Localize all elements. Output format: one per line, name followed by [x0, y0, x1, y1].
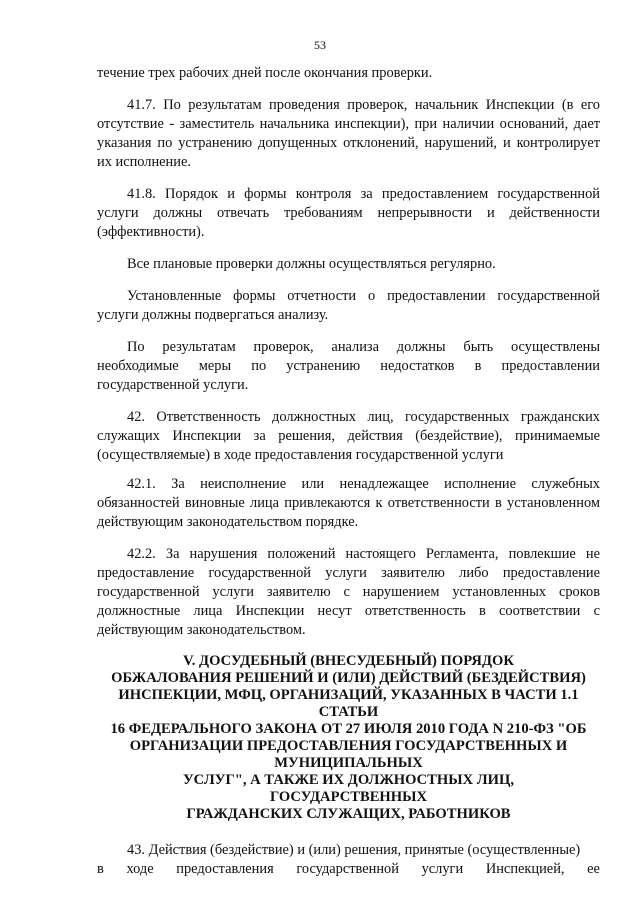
paragraph-43: [97, 841, 600, 860]
paragraph-check-results: По результатам проверок, анализа должны быть осуществлены необходимые меры по устранению недостатков в предоставлении государственной услуги.: [97, 339, 600, 393]
paragraph-42-2: 42.2. За нарушения положений настоящего Регламента, повлекшие не предоставление государственной услуги заявителю либо предоставление государственной услуги заявителю с нарушением установленных сроков должностные лица Инспекции несут ответственность в соответствии с действующим законодательством.: [97, 546, 600, 638]
word: Инспекцией,: [485, 861, 565, 877]
word: ходе: [126, 861, 154, 877]
word: государственной: [296, 861, 399, 877]
section-heading-line: ОРГАНИЗАЦИИ ПРЕДОСТАВЛЕНИЯ ГОСУДАРСТВЕННЫХ И: [129, 738, 568, 754]
paragraph-reporting-forms: Установленные формы отчетности о предоставлении государственной услуги должны подвергаться анализу.: [97, 288, 600, 323]
section-heading-line: 16 ФЕДЕРАЛЬНОГО ЗАКОНА ОТ 27 ИЮЛЯ 2010 ГОДА N 210-ФЗ "ОБ: [110, 721, 587, 737]
section-heading-line: ГОСУДАРСТВЕННЫХ: [269, 789, 428, 805]
section-heading: [97, 653, 600, 823]
section-heading-line: УСЛУГ", А ТАКЖЕ ИХ ДОЛЖНОСТНЫХ ЛИЦ,: [182, 772, 515, 788]
section-heading-line: ГРАЖДАНСКИХ СЛУЖАЩИХ, РАБОТНИКОВ: [186, 806, 511, 822]
paragraph-continuation: течение трех рабочих дней после окончания проверки.: [97, 65, 433, 81]
section-heading-line: МУНИЦИПАЛЬНЫХ: [274, 755, 423, 771]
word: предоставления: [176, 861, 274, 877]
paragraph-43-line-1: 43. Действия (бездействие) и (или) решения, принятые (осуществленные): [127, 842, 581, 858]
section-heading-line: СТАТЬИ: [318, 704, 379, 720]
section-heading-line: ОБЖАЛОВАНИЯ РЕШЕНИЙ И (ИЛИ) ДЕЙСТВИЙ (БЕЗДЕЙСТВИЯ): [111, 670, 586, 686]
paragraph-41-7: 41.7. По результатам проведения проверок, начальник Инспекции (в его отсутствие - заместитель начальника инспекции), при наличии оснований, дает указания по устранению допущенных отклонений, нарушений, и контролирует их исполнение.: [97, 97, 600, 170]
paragraph-41-8: 41.8. Порядок и формы контроля за предоставлением государственной услуги должны отвечать требованиям непрерывности и действенности (эффективности).: [97, 186, 600, 240]
word: в: [97, 861, 104, 877]
word: услуги: [421, 861, 464, 877]
page-number: 53: [314, 38, 326, 52]
document-body: [97, 64, 600, 879]
word: ее: [587, 861, 600, 877]
paragraph-43-line-2: [97, 860, 600, 879]
section-heading-line: V. ДОСУДЕБНЫЙ (ВНЕСУДЕБНЫЙ) ПОРЯДОК: [183, 653, 514, 669]
paragraph-42: 42. Ответственность должностных лиц, государственных гражданских служащих Инспекции за решения, действия (бездействие), принимаемые (осуществляемые) в ходе предоставления государственной услуги: [97, 409, 600, 463]
paragraph-42-1: 42.1. За неисполнение или ненадлежащее исполнение служебных обязанностей виновные лица привлекаются к ответственности в установленном действующим законодательством порядке.: [97, 476, 600, 530]
section-heading-line: ИНСПЕКЦИИ, МФЦ, ОРГАНИЗАЦИЙ, УКАЗАННЫХ В ЧАСТИ 1.1: [118, 687, 579, 703]
paragraph-planned-checks: Все плановые проверки должны осуществляться регулярно.: [127, 256, 496, 272]
